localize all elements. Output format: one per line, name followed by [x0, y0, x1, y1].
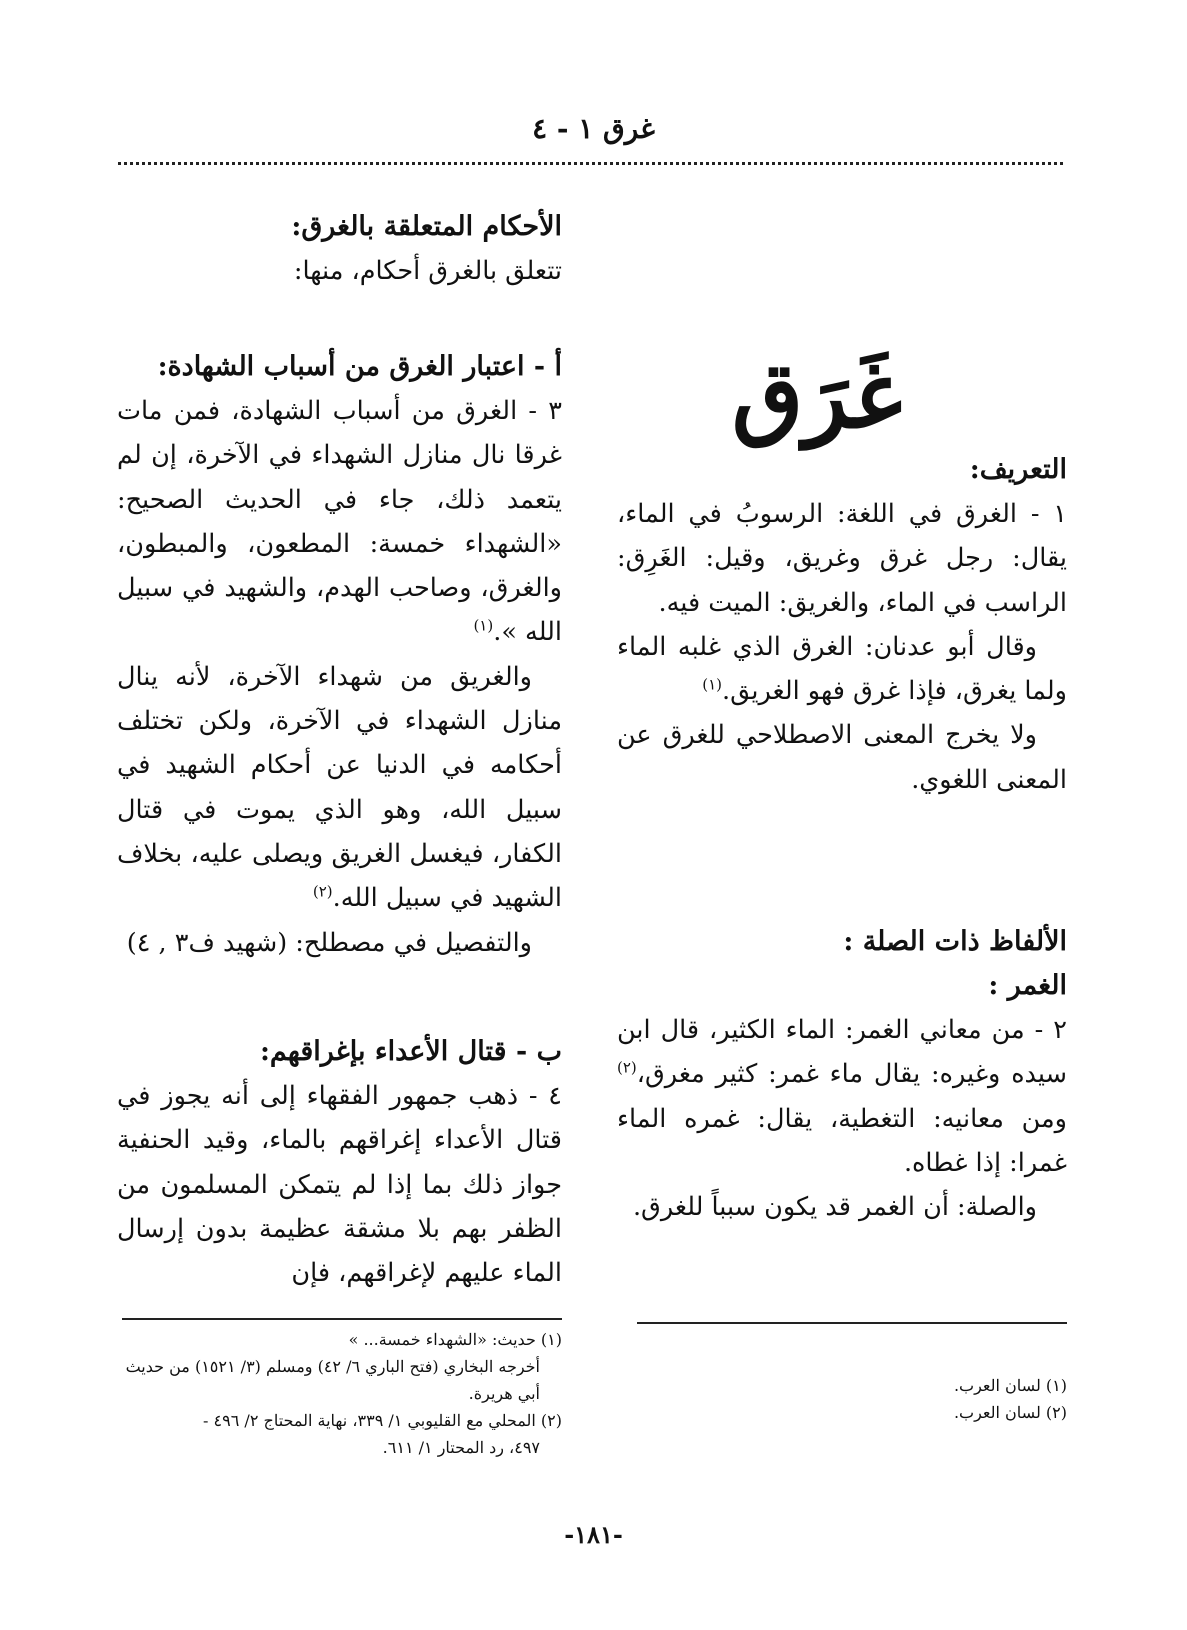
- section-a-paragraph-3: والتفصيل في مصطلح: (شهيد ف٣ , ٤): [126, 927, 532, 958]
- definition-paragraph-3: ولا يخرج المعنى الاصطلاحي للغرق عن المعنى اللغوي.: [617, 720, 1067, 795]
- definition-paragraph-1: ١ - الغرق في اللغة: الرسوبُ في الماء، يقال: رجل غرق وغريق، وقيل: الغَرِق: الراسب في الماء، والغريق: الميت فيه.: [617, 499, 1067, 618]
- related-heading: الألفاظ ذات الصلة :: [843, 926, 1067, 957]
- related-subheading: الغمر :: [988, 970, 1067, 1001]
- related-paragraph-2: والصلة: أن الغمر قد يكون سبباً للغرق.: [632, 1192, 1037, 1223]
- right-footnote-list: [617, 1372, 1067, 1426]
- related-paragraph-1: ٢ - من معاني الغمر: الماء الكثير، قال ابن سيده وغيره: يقال ماء غمر: كثير مغرق،$^{(٢)}$ ومن معانيه: التغطية، يقال: غمره الماء غمرا: إذا غطاه.: [617, 1015, 1067, 1178]
- section-a-paragraph-2: والغريق من شهداء الآخرة، لأنه ينال منازل الشهداء في الآخرة، ولكن تختلف أحكامه في الدنيا عن أحكام الشهيد في سبيل الله، وهو الذي يموت في قتال الكفار، فيغسل الغريق ويصلى عليه، بخلاف الشهيد في سبيل الله.$^{(٢)}$: [117, 661, 562, 914]
- footnote-ref: (١): [702, 675, 722, 694]
- footnote-ref: (٢): [312, 882, 333, 901]
- rulings-intro: تتعلق بالغرق أحكام، منها:: [293, 256, 562, 286]
- footnote-2-line-1: (٢) المحلي مع القليوبي ١/ ٣٣٩، نهاية المحتاج ٢/ ٤٩٦ -: [203, 1411, 562, 1430]
- footnote-ref: (٢): [617, 1058, 637, 1077]
- definition-paragraph-2: وقال أبو عدنان: الغرق الذي غلبه الماء ولما يغرق، فإذا غرق فهو الغريق.$^{(١)}$: [617, 631, 1067, 707]
- section-a: [117, 345, 562, 965]
- footnote-2: (٢) لسان العرب.: [953, 1403, 1067, 1422]
- footnote-1-line-1: (١) حديث: «الشهداء خمسة... »: [348, 1330, 562, 1349]
- section-a-heading: أ - اعتبار الغرق من أسباب الشهادة:: [157, 351, 562, 382]
- section-b-paragraph-1: ٤ - ذهب جمهور الفقهاء إلى أنه يجوز في قتال الأعداء إغراقهم بالماء، وقيد الحنفية جواز ذلك بما إذا لم يتمكن المسلمون من الظفر بهم بلا مشقة عظيمة بدون إرسال الماء عليهم لإغراقهم، فإن: [117, 1081, 562, 1289]
- section-b: [117, 1030, 562, 1295]
- section-b-heading: ب - قتال الأعداء بإغراقهم:: [259, 1036, 562, 1067]
- header-dotted-rule: [118, 162, 1063, 165]
- running-header: غرق ١ - ٤: [532, 112, 655, 145]
- footnote-1: (١) لسان العرب.: [953, 1376, 1067, 1395]
- footnote-rule: [122, 1318, 562, 1320]
- rulings-heading: الأحكام المتعلقة بالغرق:: [291, 211, 562, 242]
- footnote-1-line-2: أخرجه البخاري (فتح الباري ٦/ ٤٢) ومسلم (٣/ ١٥٢١) من حديث أبي هريرة.: [125, 1357, 540, 1403]
- footnote-2-line-2: ٤٩٧، رد المحتار ١/ ٦١١.: [382, 1438, 540, 1457]
- definition-heading: التعريف:: [969, 454, 1067, 485]
- footnote-ref: (١): [473, 616, 494, 635]
- page-number: -١٨١-: [564, 1520, 623, 1549]
- left-footnote-list: [117, 1326, 562, 1461]
- left-footnotes: [117, 1318, 562, 1320]
- right-footnotes: [617, 1322, 1067, 1324]
- entry-title: غَرَق: [731, 341, 903, 449]
- section-a-paragraph-1: ٣ - الغرق من أسباب الشهادة، فمن مات غرقا نال منازل الشهداء في الآخرة، إن لم يتعمد ذلك، جاء في الحديث الصحيح: «الشهداء خمسة: المطعون، والمبطون، والغرق، وصاحب الهدم، والشهيد في سبيل الله ».$^{(١)}$: [117, 396, 562, 648]
- definition-section: [617, 448, 1067, 802]
- rulings-section: [117, 205, 562, 293]
- related-terms-section: [617, 920, 1067, 1229]
- footnote-rule: [637, 1322, 1067, 1324]
